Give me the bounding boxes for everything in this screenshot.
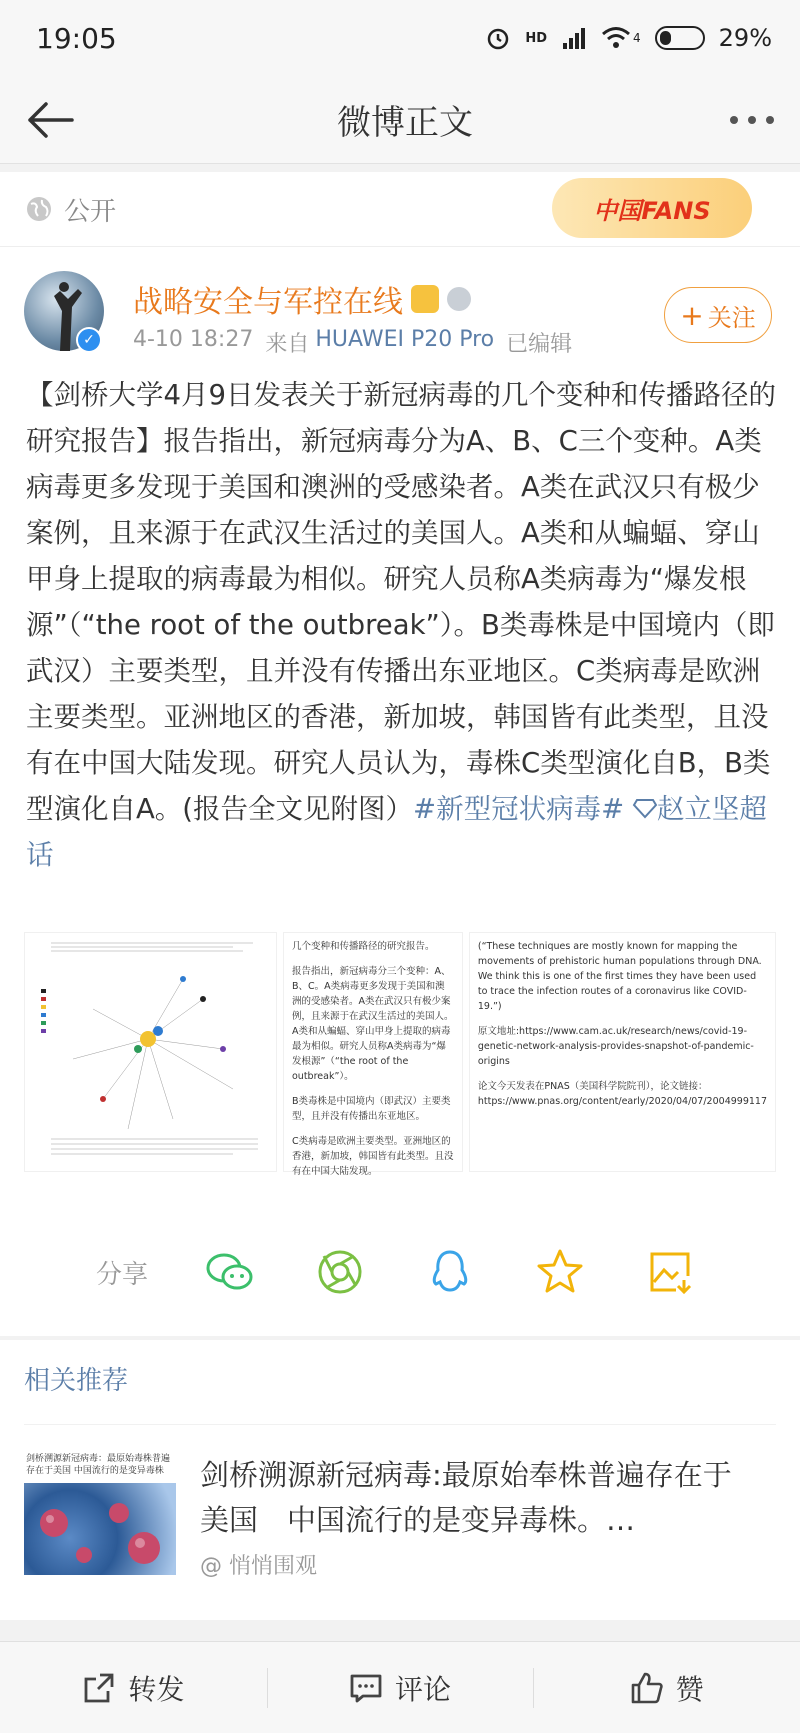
moments-icon[interactable] [314,1246,366,1298]
author-name[interactable]: 战略安全与军控在线 [133,285,403,320]
more-options-icon[interactable] [730,116,780,124]
favorite-star-icon[interactable] [534,1246,586,1298]
save-image-icon[interactable] [644,1246,696,1298]
visibility-label: 公开 [64,196,117,227]
phylogenetic-network-figure [33,939,268,1164]
comment-icon [349,1671,383,1705]
attachment-paragraph: C类病毒是欧洲主要类型。亚洲地区的香港，新加坡，韩国皆有此类型。且没有在中国大陆发现。 [292,1136,454,1177]
status-time: 19:05 [36,21,117,55]
recommend-title: 相关推荐 [24,1366,129,1396]
comment-button[interactable] [267,1642,534,1733]
network-type: HD [525,30,548,46]
comment-label: 评论 [395,1672,452,1706]
status-bar [0,0,800,76]
attachment-paragraph: 原文地址:https://www.cam.ac.uk/research/news/covid-19-genetic-network-analysis-provides-snapshot-of-pandemic-origins [477,1026,754,1067]
source-prefix: 来自 [265,332,310,357]
like-button[interactable] [533,1642,800,1733]
nav-bar [0,76,800,164]
recommend-source-row [200,1549,317,1580]
attachment-paragraph: (“These techniques are mostly known for mapping the movements of prehistoric human populations through DNA. We think this is one of the first times they have been used to trace the infection routes of a coronavirus like COVID-19.”) [477,941,762,1012]
post-text: 【剑桥大学4月9日发表关于新冠病毒的几个变种和传播路径的研究报告】报告指出，新冠病毒分为A、B、C三个变种。A类病毒更多发现于美国和澳洲的受感染者。A类在武汉只有极少案例，且来源于在武汉生活过的美国人。A类和从蝙蝠、穿山甲身上提取的病毒最为相似。研究人员称A类病毒为“爆发根源”（“the root of the outbreak”）。B类毒株是中国境内（即武汉）主要类型，且并没有传播出东亚地区。C类病毒是欧洲主要类型。亚洲地区的香港，新加坡，韩国皆有此类型，且没有在中国大陆发现。研究人员认为，毒株C类型演化自B，B类型演化自A。(报告全文见附图） [26,379,776,825]
attached-image-text-2[interactable] [469,932,776,1172]
fans-badge[interactable] [552,178,752,238]
share-row [0,1227,800,1317]
follow-button[interactable] [664,287,772,343]
wifi-icon [601,25,631,51]
battery-fill [660,31,672,45]
bottom-action-bar [0,1641,800,1733]
battery-icon [655,26,705,50]
verified-badge-icon: ✓ [76,327,102,353]
edited-label: 已编辑 [506,332,573,357]
thumbs-up-icon [630,1671,664,1705]
plus-icon: + [680,298,704,332]
virus-image [24,1483,176,1575]
attachment-paragraph: B类毒株是中国境内（即武汉）主要类型，且并没有传播出东亚地区。 [292,1096,451,1122]
diamond-icon [633,798,657,818]
attached-images [24,932,776,1177]
alarm-icon [485,25,511,51]
signal-icon [561,25,587,51]
repost-label: 转发 [128,1672,185,1706]
recommend-item[interactable] [24,1424,776,1604]
recommend-source[interactable]: 悄悄围观 [229,1554,318,1579]
source-device[interactable]: HUAWEI P20 Pro [315,327,495,352]
at-icon: @ [200,1554,229,1579]
globe-icon [24,194,54,224]
medal-icon [447,287,471,311]
battery-percent: 29% [718,24,772,52]
status-icons [485,24,772,52]
recommend-headline[interactable]: 剑桥溯源新冠病毒:最原始奉株普遍存在于美国 中国流行的是变异毒株。… [200,1458,732,1537]
recommend-thumbnail[interactable] [24,1451,176,1575]
wifi-label: 4 [633,31,641,45]
qq-icon[interactable] [424,1246,476,1298]
post-card [0,172,800,1336]
repost-icon [82,1671,116,1705]
related-recommendations [0,1340,800,1620]
wechat-icon[interactable] [204,1246,256,1298]
like-label: 赞 [675,1672,704,1706]
topic-link[interactable]: #新型冠状病毒# [413,793,625,825]
visibility-row [0,172,800,247]
post-meta [133,327,572,358]
author-row [0,247,800,365]
repost-button[interactable] [0,1642,267,1733]
follow-label: 关注 [707,303,756,332]
author-name-row[interactable] [133,277,471,321]
share-label: 分享 [96,1259,149,1290]
page-title: 微博正文 [337,103,473,143]
back-arrow-icon[interactable] [20,90,80,150]
post-body [26,372,780,878]
attachment-paragraph: 几个变种和传播路径的研究报告。 [292,941,435,952]
super-topic-label: 赵立坚超话 [26,793,767,871]
crown-icon [411,285,439,313]
attachment-paragraph: 论文今天发表在PNAS（美国科学院院刊），论文链接：https://www.pnas.org/content/early/2020/04/07/2004999117 [477,1081,767,1107]
attached-image-text-1[interactable] [283,932,463,1177]
attached-image-figure[interactable] [24,932,277,1172]
attachment-paragraph: 报告指出，新冠病毒分三个变种：A、B、C。A类病毒更多发现于美国和澳洲的受感染者。A类在武汉只有极少案例，且来源于在武汉生活过的美国人。A类和从蝙蝠、穿山甲身上提取的病毒最为相似。研究人员称A类病毒为“爆发根源”（“the root of the outbreak”）。 [292,966,454,1082]
fans-badge-text: 中国FANS [593,196,711,225]
thumbnail-title: 剑桥溯源新冠病毒：最原始毒株普遍存在于美国 中国流行的是变异毒株 [26,1454,171,1476]
post-time: 4-10 18:27 [133,327,254,352]
